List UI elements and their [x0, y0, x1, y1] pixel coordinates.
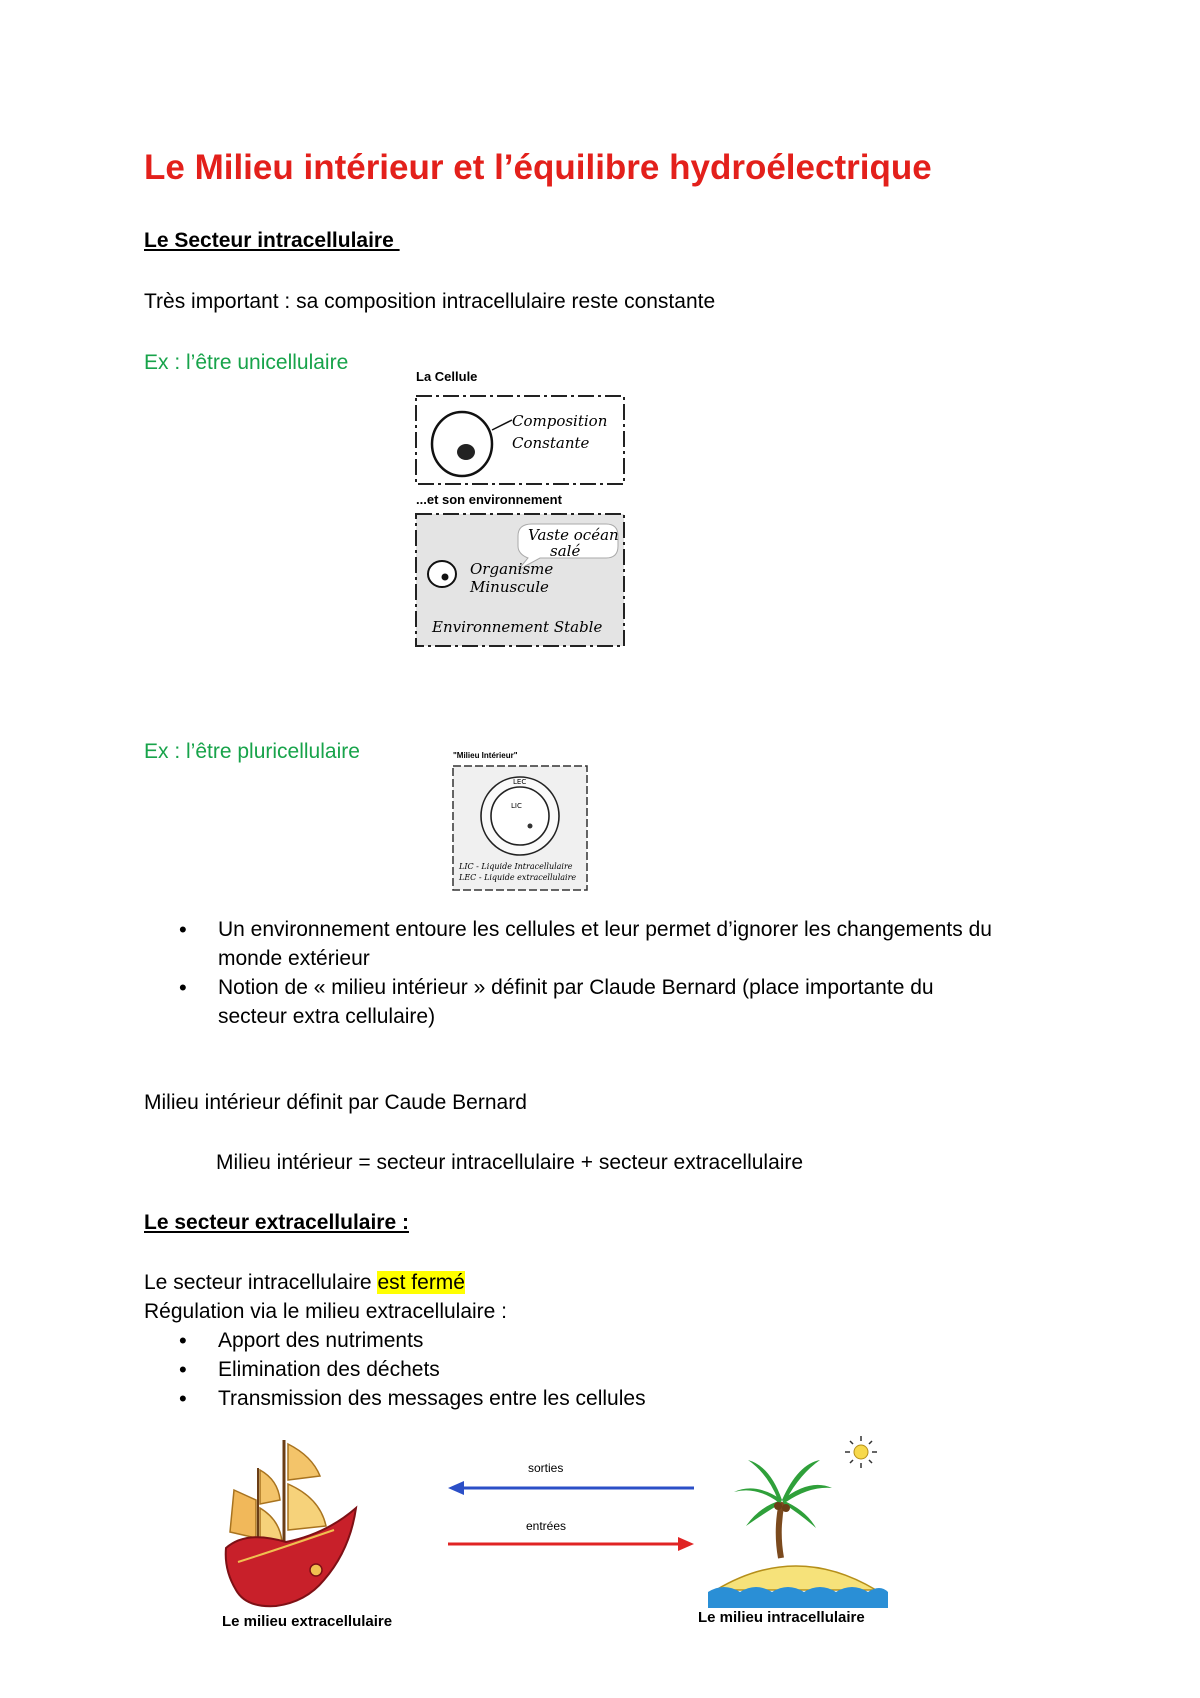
- list-item: [179, 1384, 879, 1413]
- label-extracellular: Le milieu extracellulaire: [222, 1613, 393, 1630]
- annot-stable: Environnement Stable: [432, 618, 603, 636]
- list-item-text-line1: Un environnement entoure les cellules et leur permet d’ignorer les changements du: [218, 918, 992, 941]
- bullet-dot: •: [179, 1357, 187, 1382]
- intro-text: Très important : sa composition intracellulaire reste constante: [144, 290, 716, 313]
- list-item: [179, 1326, 879, 1355]
- closed-sentence: [144, 1268, 465, 1297]
- list-item-text-line2: secteur extra cellulaire): [218, 1005, 436, 1028]
- exchange-figure: [216, 1430, 936, 1630]
- label-sorties: sorties: [528, 1461, 564, 1475]
- annot-organisme: Organisme: [470, 560, 554, 578]
- list-item-text-line2: monde extérieur: [218, 947, 370, 970]
- section-heading-intracellular: Le Secteur intracellulaire: [144, 229, 400, 252]
- definition-intro: Milieu intérieur définit par Caude Bernard: [144, 1091, 527, 1114]
- cell-nucleus: [457, 444, 475, 460]
- ship-icon: [226, 1440, 356, 1606]
- milieu-interieur-figure: [445, 746, 595, 896]
- bullet-list-1: [179, 915, 1079, 1031]
- lic-circle: [491, 787, 549, 845]
- label-lic: LIC: [511, 802, 522, 810]
- page-title: Le Milieu intérieur et l’équilibre hydroélectrique: [144, 148, 932, 187]
- bullet-dot: •: [179, 975, 187, 1000]
- list-item: [179, 973, 1079, 1031]
- legend-lec: LEC - Liquide extracellulaire: [459, 873, 577, 882]
- cell-membrane: [432, 412, 492, 476]
- list-item: [179, 1355, 879, 1384]
- label-lec: LEC: [513, 778, 527, 786]
- bullet-list-2: [179, 1326, 879, 1416]
- label-intracellular: Le milieu intracellulaire: [698, 1609, 865, 1626]
- list-item: [179, 915, 1079, 973]
- list-item-text-line1: Notion de « milieu intérieur » définit par Claude Bernard (place importante du: [218, 976, 934, 999]
- sun-icon: [845, 1436, 877, 1468]
- closed-prefix: Le secteur intracellulaire: [144, 1271, 378, 1294]
- example-unicellular: Ex : l’être unicellulaire: [144, 351, 349, 374]
- annot-minuscule: Minuscule: [470, 578, 549, 596]
- island-icon: [708, 1460, 888, 1608]
- legend-lic: LIC - Liquide Intracellulaire: [459, 862, 573, 871]
- example-pluricellular: Ex : l’être pluricellulaire: [144, 740, 360, 763]
- label-la-cellule: La Cellule: [416, 369, 478, 384]
- organism-cell: [428, 561, 456, 587]
- list-item-text: Apport des nutriments: [218, 1329, 424, 1352]
- annot-vaste-ocean: Vaste océan: [528, 526, 619, 544]
- cell-environment-figure: [410, 364, 640, 654]
- equation: Milieu intérieur = secteur intracellulaire + secteur extracellulaire: [216, 1151, 804, 1174]
- bullet-dot: •: [179, 917, 187, 942]
- regulation-text: Régulation via le milieu extracellulaire :: [144, 1300, 508, 1323]
- bullet-dot: •: [179, 1386, 187, 1411]
- list-item-text: Transmission des messages entre les cellules: [218, 1387, 646, 1410]
- list-item-text: Elimination des déchets: [218, 1358, 440, 1381]
- bullet-dot: •: [179, 1328, 187, 1353]
- label-entrees: entrées: [526, 1519, 567, 1533]
- label-milieu-interieur: "Milieu Intérieur": [453, 751, 518, 760]
- section-heading-extracellular: Le secteur extracellulaire :: [144, 1211, 409, 1234]
- closed-highlight: est fermé: [377, 1271, 465, 1294]
- label-environnement: ...et son environnement: [416, 492, 562, 507]
- annot-composition: Composition: [512, 412, 608, 430]
- annot-sale: salé: [550, 542, 581, 560]
- annot-constante: Constante: [512, 434, 590, 452]
